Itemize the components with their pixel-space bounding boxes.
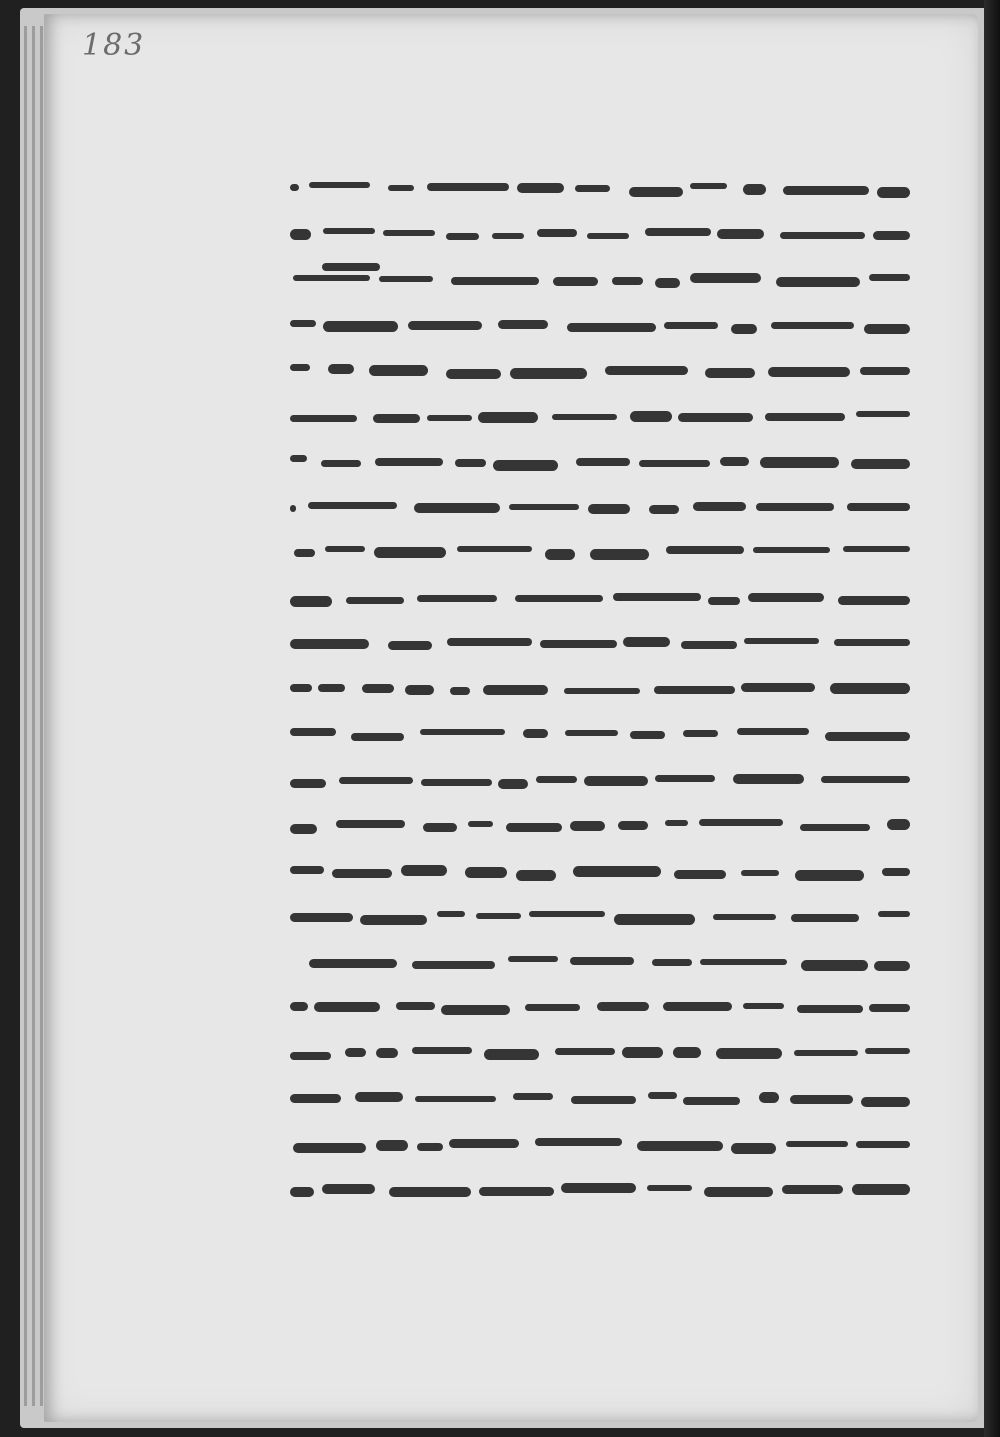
- ink-word: [479, 1187, 554, 1196]
- ink-word: [449, 1139, 519, 1148]
- ink-word: [369, 365, 428, 376]
- ink-word: [290, 1187, 314, 1197]
- folio-number: 183: [82, 28, 146, 63]
- ink-word: [290, 779, 326, 788]
- manuscript-line: [270, 479, 910, 531]
- ink-word: [309, 182, 370, 188]
- ink-word: [878, 911, 910, 917]
- ink-word: [825, 732, 910, 741]
- ink-word: [768, 367, 850, 377]
- ink-word: [637, 1141, 723, 1151]
- manuscript-line: [270, 570, 910, 622]
- ink-word: [339, 777, 413, 784]
- ink-word: [388, 185, 414, 191]
- ink-word: [346, 597, 404, 604]
- ink-word: [663, 1002, 732, 1011]
- ink-word: [290, 455, 307, 462]
- ink-word: [328, 364, 354, 374]
- ink-word: [516, 870, 556, 881]
- ink-word: [423, 823, 457, 832]
- ink-word: [290, 415, 357, 422]
- manuscript-line: [270, 843, 910, 895]
- ink-word: [741, 683, 815, 692]
- ink-word: [575, 185, 610, 192]
- page-edge: [32, 26, 35, 1406]
- ink-word: [801, 960, 868, 971]
- ink-word: [780, 232, 865, 239]
- ink-word: [318, 684, 345, 692]
- ink-word: [290, 913, 353, 922]
- ink-word: [290, 320, 316, 327]
- ink-strokes: [288, 319, 910, 329]
- ink-word: [874, 961, 910, 971]
- ink-strokes: [288, 956, 910, 966]
- ink-word: [856, 411, 910, 417]
- ink-word: [376, 1140, 408, 1151]
- ink-strokes: [310, 182, 910, 192]
- ink-word: [483, 685, 548, 695]
- ink-word: [441, 1005, 510, 1015]
- ink-word: [652, 959, 692, 966]
- ink-word: [536, 776, 577, 783]
- ink-word: [325, 546, 365, 552]
- ink-word: [465, 867, 507, 878]
- ink-word: [704, 1187, 773, 1197]
- ink-word: [322, 1184, 375, 1194]
- ink-word: [478, 412, 538, 423]
- ink-strokes: [288, 865, 910, 875]
- ink-word: [843, 546, 910, 552]
- ink-word: [290, 229, 311, 240]
- ink-word: [412, 961, 495, 969]
- manuscript-line: [270, 524, 910, 576]
- ink-word: [293, 1143, 366, 1153]
- ink-word: [681, 641, 737, 649]
- ink-word: [309, 959, 397, 968]
- ink-word: [645, 228, 711, 236]
- ink-word: [565, 730, 618, 736]
- ink-word: [797, 1005, 863, 1013]
- ink-word: [795, 870, 864, 881]
- ink-word: [683, 1097, 740, 1105]
- ink-word: [415, 1096, 496, 1102]
- ink-word: [323, 228, 375, 234]
- ink-word: [590, 549, 649, 560]
- ink-word: [630, 411, 672, 422]
- ink-strokes: [288, 455, 910, 465]
- ink-strokes: [288, 683, 910, 693]
- ink-strokes: [288, 1001, 910, 1011]
- manuscript-line: [270, 706, 910, 758]
- ink-word: [683, 730, 718, 737]
- ink-word: [864, 324, 910, 334]
- ink-word: [492, 233, 524, 239]
- ink-word: [800, 824, 870, 831]
- ink-word: [308, 502, 397, 509]
- ink-word: [484, 1049, 539, 1060]
- ink-word: [748, 593, 824, 602]
- ink-word: [360, 915, 427, 925]
- ink-word: [743, 1003, 784, 1009]
- ink-word: [700, 959, 787, 965]
- ink-word: [351, 733, 404, 741]
- ink-strokes: [288, 592, 910, 602]
- ink-word: [622, 1047, 663, 1058]
- ink-word: [401, 865, 447, 876]
- ink-word: [508, 956, 558, 962]
- ink-word: [873, 231, 910, 240]
- ink-word: [708, 597, 740, 605]
- ink-word: [396, 1002, 435, 1010]
- ink-word: [743, 184, 766, 195]
- ink-word: [290, 728, 336, 736]
- manuscript-line: [270, 661, 910, 713]
- ink-strokes: [288, 410, 910, 420]
- ink-word: [523, 729, 548, 738]
- ink-word: [564, 688, 640, 694]
- ink-word: [498, 320, 548, 329]
- manuscript-line: [270, 160, 910, 212]
- ink-word: [588, 504, 630, 514]
- manuscript-line: [270, 934, 910, 986]
- ink-word: [573, 866, 661, 877]
- page-edge: [40, 26, 43, 1406]
- ink-word: [753, 547, 830, 553]
- ink-word: [420, 729, 505, 735]
- ink-word: [290, 364, 310, 371]
- manuscript-line: [270, 433, 910, 485]
- ink-word: [783, 186, 869, 195]
- ink-word: [639, 460, 710, 467]
- ink-word: [790, 1095, 853, 1104]
- ink-word: [388, 641, 432, 650]
- ink-word: [731, 324, 757, 334]
- ink-word: [647, 1185, 692, 1191]
- manuscript-line: [270, 342, 910, 394]
- ink-word: [476, 913, 521, 919]
- ink-word: [705, 368, 755, 378]
- ink-word: [427, 415, 472, 421]
- manuscript-line: [270, 1070, 910, 1122]
- ink-strokes: [288, 364, 910, 374]
- ink-word: [759, 1092, 779, 1103]
- ink-word: [375, 458, 443, 466]
- ink-word: [561, 1183, 636, 1193]
- ink-word: [887, 819, 910, 830]
- ink-word: [345, 1048, 366, 1057]
- ink-word: [786, 1141, 848, 1147]
- ink-word: [553, 277, 598, 286]
- ink-word: [847, 503, 910, 511]
- ink-word: [374, 547, 446, 558]
- ink-word: [421, 779, 492, 786]
- ink-strokes: [288, 774, 910, 784]
- ink-word: [655, 775, 715, 782]
- ink-word: [794, 1050, 858, 1056]
- ink-word: [552, 414, 617, 420]
- ink-word: [290, 505, 296, 512]
- ink-word: [576, 458, 630, 466]
- ink-word: [427, 183, 509, 191]
- ink-word: [852, 1184, 910, 1195]
- ink-strokes: [288, 637, 910, 647]
- interlinear-note: [322, 258, 380, 278]
- ink-word: [537, 229, 577, 237]
- ink-word: [332, 869, 392, 878]
- ink-word: [513, 1093, 553, 1100]
- ink-word: [290, 866, 324, 874]
- ink-word: [446, 369, 501, 379]
- ink-word: [618, 821, 648, 830]
- page-edge: [24, 26, 27, 1406]
- ink-word: [290, 1052, 331, 1060]
- ink-word: [623, 637, 670, 647]
- ink-word: [834, 639, 910, 646]
- ink-word: [314, 1002, 380, 1012]
- ink-word: [851, 459, 910, 469]
- ink-word: [737, 728, 809, 735]
- manuscript-line: [270, 615, 910, 667]
- ink-word: [614, 914, 695, 925]
- ink-word: [771, 322, 854, 329]
- ink-word: [455, 459, 486, 467]
- ink-word: [506, 823, 562, 832]
- ink-word: [450, 687, 470, 695]
- ink-word: [674, 870, 726, 879]
- ink-word: [584, 776, 648, 786]
- ink-word: [515, 595, 603, 602]
- ink-word: [457, 546, 532, 552]
- ink-word: [673, 1047, 701, 1058]
- ink-word: [613, 593, 701, 601]
- ink-word: [838, 596, 910, 605]
- ink-word: [597, 1002, 649, 1011]
- ink-word: [290, 684, 312, 692]
- ink-word: [664, 322, 718, 329]
- ink-word: [830, 683, 910, 694]
- ink-strokes: [288, 501, 910, 511]
- ink-word: [605, 366, 688, 375]
- ink-word: [744, 638, 819, 644]
- ink-word: [323, 321, 398, 332]
- ink-word: [493, 460, 558, 471]
- ink-word: [612, 277, 643, 285]
- ink-word: [776, 277, 860, 287]
- manuscript-line: [270, 388, 910, 440]
- ink-word: [294, 549, 315, 557]
- ink-word: [379, 276, 433, 282]
- ink-word: [417, 595, 497, 602]
- ink-word: [290, 1094, 341, 1103]
- ink-word: [389, 1187, 471, 1197]
- ink-word: [405, 685, 434, 695]
- ink-word: [648, 1092, 677, 1099]
- ink-word: [571, 1096, 636, 1104]
- ink-word: [760, 457, 839, 468]
- ink-strokes: [288, 910, 910, 920]
- ink-word: [290, 184, 299, 191]
- ink-word: [765, 413, 845, 421]
- ink-word: [630, 731, 665, 739]
- ink-word: [498, 779, 528, 789]
- ink-word: [665, 820, 688, 826]
- ink-word: [782, 1185, 843, 1194]
- ink-word: [414, 503, 500, 513]
- ink-word: [376, 1048, 398, 1058]
- ink-word: [649, 505, 679, 514]
- ink-word: [290, 1002, 308, 1011]
- ink-word: [290, 824, 317, 834]
- manuscript-line: [270, 888, 910, 940]
- ink-word: [666, 546, 744, 554]
- ink-word: [860, 367, 910, 375]
- ink-strokes: [288, 1092, 910, 1102]
- ink-word: [468, 821, 493, 827]
- ink-word: [654, 686, 735, 694]
- ink-word: [525, 1004, 580, 1011]
- ink-word: [629, 187, 683, 197]
- ink-word: [567, 323, 656, 332]
- ink-word: [877, 187, 910, 198]
- ink-word: [717, 229, 764, 239]
- ink-word: [791, 914, 859, 922]
- manuscript-line: [270, 1025, 910, 1077]
- ink-word: [290, 639, 369, 649]
- ink-strokes: [288, 1138, 910, 1148]
- ink-word: [321, 460, 361, 467]
- ink-word: [373, 414, 420, 423]
- ink-word: [509, 504, 579, 510]
- ink-word: [529, 911, 605, 917]
- ink-strokes: [288, 819, 910, 829]
- manuscript-line: [270, 297, 910, 349]
- ink-word: [756, 503, 834, 511]
- handwritten-text-block: [270, 160, 910, 1240]
- ink-word: [446, 233, 479, 240]
- ink-word: [856, 1141, 910, 1148]
- manuscript-line: [270, 1116, 910, 1168]
- ink-word: [587, 233, 629, 239]
- ink-word: [865, 1048, 910, 1054]
- ink-word: [655, 278, 680, 288]
- ink-word: [882, 868, 910, 876]
- book-binding: [984, 0, 1000, 1437]
- ink-word: [690, 183, 727, 189]
- ink-word: [437, 911, 465, 917]
- ink-word: [570, 957, 634, 965]
- ink-strokes: [288, 228, 910, 238]
- ink-strokes: [288, 273, 910, 283]
- ink-word: [699, 819, 783, 826]
- ink-word: [869, 274, 910, 281]
- ink-word: [821, 776, 910, 783]
- manuscript-line: [270, 797, 910, 849]
- ink-word: [555, 1048, 615, 1055]
- ink-word: [713, 914, 776, 920]
- ink-word: [290, 596, 332, 607]
- ink-word: [535, 1138, 622, 1146]
- ink-word: [447, 638, 532, 646]
- ink-word: [690, 273, 761, 283]
- ink-word: [741, 870, 779, 876]
- manuscript-line: [270, 979, 910, 1031]
- manuscript-line: [270, 1161, 910, 1213]
- ink-word: [510, 368, 587, 379]
- ink-strokes: [288, 1047, 910, 1057]
- ink-word: [517, 183, 564, 193]
- ink-strokes: [288, 1183, 910, 1193]
- ink-word: [540, 640, 617, 648]
- ink-word: [720, 457, 749, 466]
- ink-word: [451, 277, 539, 285]
- ink-word: [570, 821, 605, 831]
- ink-strokes: [288, 728, 910, 738]
- ink-word: [545, 549, 575, 560]
- ink-word: [733, 774, 804, 784]
- manuscript-line: [270, 206, 910, 258]
- ink-word: [716, 1048, 782, 1059]
- ink-word: [678, 413, 753, 422]
- ink-word: [383, 230, 435, 236]
- ink-word: [731, 1143, 776, 1154]
- manuscript-line: [270, 752, 910, 804]
- ink-word: [693, 502, 746, 511]
- ink-word: [869, 1004, 910, 1012]
- ink-word: [412, 1047, 472, 1054]
- ink-strokes: [288, 546, 910, 556]
- ink-word: [336, 820, 405, 828]
- ink-word: [417, 1143, 443, 1151]
- ink-word: [861, 1097, 910, 1107]
- ink-word: [362, 684, 394, 693]
- ink-word: [355, 1092, 403, 1102]
- ink-word: [408, 321, 482, 330]
